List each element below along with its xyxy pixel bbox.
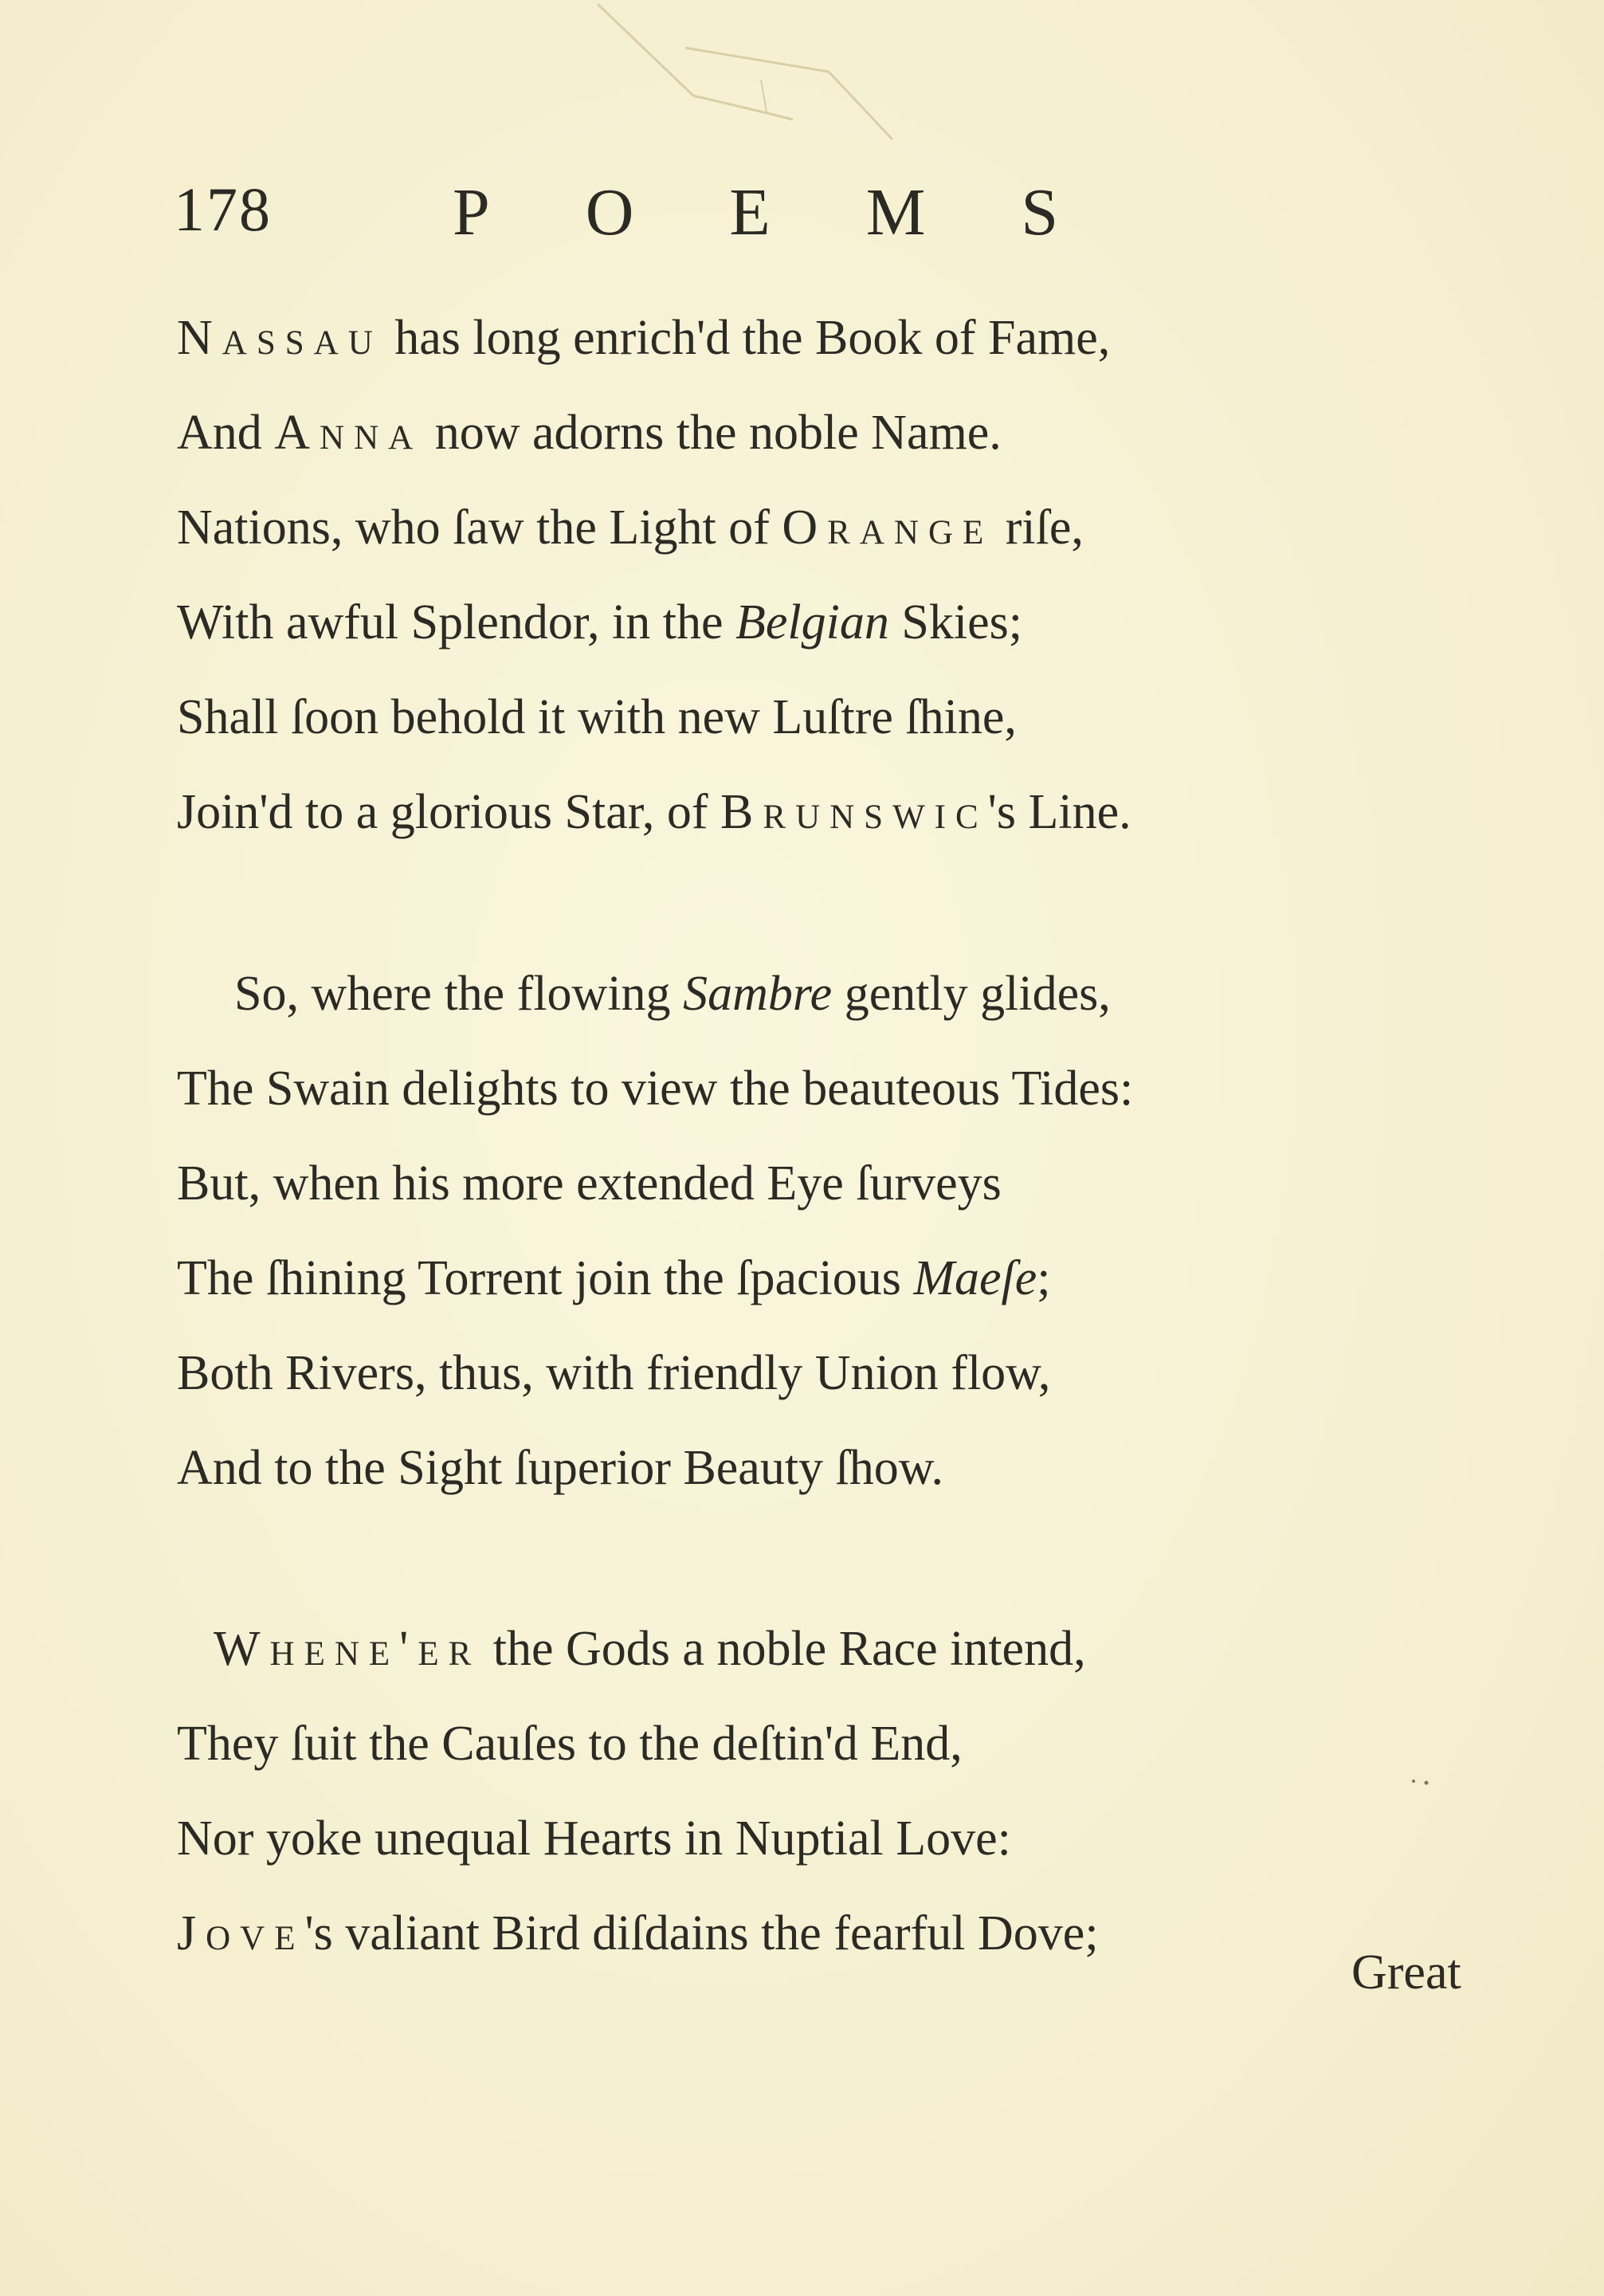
page-number: 178 [174,175,272,244]
poem-line [177,1136,1372,1231]
page-header [174,174,1210,261]
italic-word: Belgian [735,595,889,650]
ink-specks [1409,1773,1433,1789]
line-text: riſe, [993,500,1084,555]
page-fold-mark [590,0,940,159]
poem-line [177,765,1372,860]
line-text: But, when his more extended Eye ſurveys [177,1156,1002,1211]
line-text: The ſhining Torrent join the ſpacious [177,1251,914,1305]
poem-line [177,575,1372,670]
proper-name: Brunswic [720,785,988,839]
proper-name: Nassau [177,311,382,365]
italic-word: Sambre [683,967,833,1021]
line-text: 's Line. [987,785,1131,839]
line-text: Nations, who ſaw the Light of [177,500,782,555]
poem-line [177,1421,1372,1516]
catchword: Great [1351,1945,1461,2000]
running-title: POEMS [453,175,1155,249]
proper-name: Jove [177,1906,305,1960]
line-text: the Gods a noble Race intend, [480,1622,1086,1676]
line-text: They ſuit the Cauſes to the deſtin'd End, [177,1717,963,1771]
line-text: The Swain delights to view the beauteous Tides: [177,1062,1134,1116]
line-text: So, where the flowing [234,967,684,1021]
poem-line [177,1697,1372,1792]
poem-line [177,291,1372,386]
line-text: Join'd to a glorious Star, of [177,785,721,839]
line-text: now adorns the noble Name. [422,406,1002,460]
line-text: gently glides, [832,967,1111,1021]
line-text: 's valiant Bird diſdains the fearful Dove; [304,1906,1099,1960]
poem-line [177,1602,1372,1697]
stanza-2 [177,947,1372,1516]
line-text: Shall ſoon behold it with new Luſtre ſhine, [177,690,1017,744]
poem-line [177,386,1372,481]
line-text: Both Rivers, thus, with friendly Union flow, [177,1346,1051,1400]
line-text: And to the Sight ſuperior Beauty ſhow. [177,1441,944,1495]
line-text: ; [1037,1251,1051,1305]
line-text: Nor yoke unequal Hearts in Nuptial Love: [177,1811,1011,1866]
line-text: has long enrich'd the Book of Fame, [382,311,1111,365]
poem-line [177,481,1372,575]
poem-line [177,1326,1372,1421]
poem-line [177,1792,1372,1886]
poem-line [177,1231,1372,1326]
poem-line [177,1042,1372,1136]
stanza-3 [177,1602,1372,1981]
stanza-1 [177,291,1372,860]
line-text: And [177,406,275,460]
poem-line [177,670,1372,765]
proper-name: Whene'er [214,1622,481,1676]
proper-name: Anna [274,406,423,460]
poem-line [177,947,1372,1042]
line-text: Skies; [888,595,1022,650]
poem-line [177,1886,1372,1981]
line-text: With awful Splendor, in the [177,595,736,650]
italic-word: Maeſe [913,1251,1037,1305]
proper-name: Orange [782,500,994,555]
